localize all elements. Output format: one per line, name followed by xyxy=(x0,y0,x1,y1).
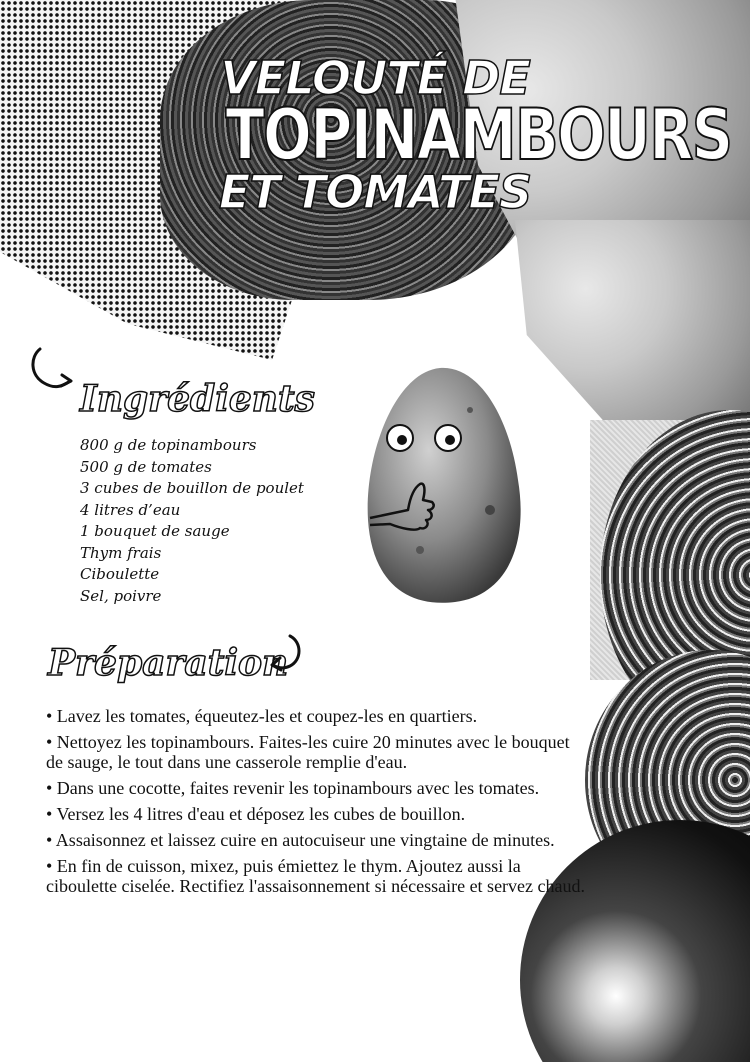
ingredients-heading: Ingrédients xyxy=(80,378,315,420)
curly-arrow-icon xyxy=(28,345,76,401)
preparation-step: • Assaisonnez et laissez cuire en autocuiseur une vingtaine de minutes. xyxy=(46,830,555,850)
preparation-step: • Lavez les tomates, équeutez-les et coupez-les en quartiers. xyxy=(46,706,478,726)
preparation-step: • Nettoyez les topinambours. Faites-les cuire 20 minutes avec le bouquet de sauge, le tout dans une casserole remplie d'eau. xyxy=(46,732,570,772)
topinambour-mascot-icon xyxy=(360,360,530,610)
ingredients-list xyxy=(80,435,304,607)
preparation-steps xyxy=(46,706,586,902)
title-line-3: ET TOMATES xyxy=(218,165,532,219)
preparation-step: • Dans une cocotte, faites revenir les topinambours avec les tomates. xyxy=(46,778,540,798)
title-line-1: VELOUTÉ DE xyxy=(220,51,530,105)
ingredient-item: 3 cubes de bouillon de poulet xyxy=(80,479,304,497)
curly-arrow-icon xyxy=(268,632,308,676)
ingredient-item: Ciboulette xyxy=(80,565,160,583)
ingredient-item: Sel, poivre xyxy=(80,586,162,605)
ingredient-item: 1 bouquet de sauge xyxy=(80,522,230,540)
ingredient-item: 500 g de tomates xyxy=(80,457,212,476)
preparation-step: • En fin de cuisson, mixez, puis émiettez le thym. Ajoutez aussi la ciboulette ciselée. Rectifiez l'assaisonnement si nécessaire et servez chaud. xyxy=(46,856,586,896)
ingredient-item: 4 litres d’eau xyxy=(80,500,181,519)
ingredient-item: Thym frais xyxy=(80,543,162,562)
title-line-2: TOPINAMBOURS xyxy=(225,94,732,176)
recipe-title xyxy=(170,51,732,219)
preparation-heading: Préparation xyxy=(48,642,289,684)
ingredient-item: 800 g de topinambours xyxy=(80,436,257,454)
preparation-step: • Versez les 4 litres d'eau et déposez les cubes de bouillon. xyxy=(46,804,466,824)
